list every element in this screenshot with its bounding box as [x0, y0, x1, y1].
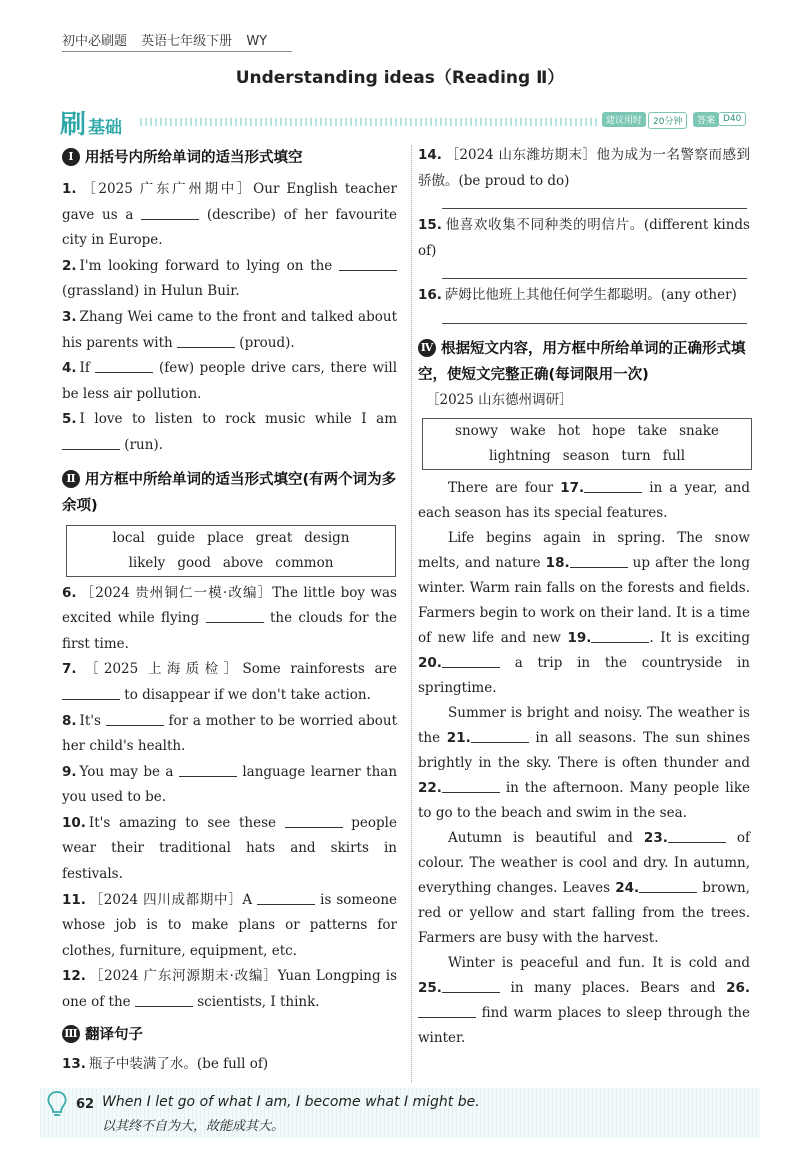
answer-blank[interactable] [62, 437, 120, 450]
book-header [62, 30, 277, 49]
question-11: 11. ［2024 四川成都期中］A is someone whose job is to make plans or patterns for clothes, furniture, equipment, etc. [62, 891, 398, 959]
question-13: 13. 瓶子中装满了水。(be full of) [62, 1055, 269, 1072]
passage-paragraph-2: Life begins again in spring. The snow melts, and nature 18. up after the long winter. Warm rain falls on the forests and fields. Farmers begin to work on their land. It is a time of new life and new 19. . It is exciting 20. a trip in the countryside in springtime. [418, 529, 751, 696]
section-1-title: 用括号内所给单词的适当形式填空 [85, 150, 303, 166]
answer-page: D40 [718, 112, 746, 126]
answer-blank[interactable] [442, 980, 500, 993]
section-2-title: 用方框中所给单词的适当形式填空(有两个词为多余项) [62, 471, 397, 514]
question-15: 15. 他喜欢收集不同种类的明信片。(different kinds of) [418, 217, 750, 259]
answer-blank[interactable] [339, 258, 397, 271]
answer-line-16[interactable] [442, 323, 747, 324]
motto-chinese: 以其终不自为大，故能成其大。 [102, 1119, 285, 1134]
answer-blank[interactable] [95, 360, 153, 373]
question-14: 14. ［2024 山东潍坊期末］他为成为一名警察而感到骄傲。(be proud to do) [418, 147, 750, 189]
brand-stripe [140, 118, 600, 126]
page-title: Understanding ideas（Reading Ⅱ） [235, 68, 565, 88]
answer-blank[interactable] [179, 764, 237, 777]
section-3-heading [62, 1022, 397, 1048]
question-6: 6. ［2024 贵州铜仁一模·改编］The little boy was excited while flying the clouds for the first time. [62, 584, 398, 652]
page-number: 62 [76, 1097, 95, 1112]
answer-blank[interactable] [442, 780, 500, 793]
answer-blank[interactable] [206, 610, 264, 623]
passage-paragraph-5: Winter is peaceful and fun. It is cold and 25. in many places. Bears and 26. find warm places to sleep through the winter. [418, 954, 750, 1046]
brand-logo [60, 104, 122, 141]
question-9: 9. You may be a language learner than you used to be. [62, 763, 398, 806]
brand-big: 刷 [60, 110, 87, 140]
answer-blank[interactable] [639, 880, 697, 893]
passage-paragraph-1: There are four 17. in a year, and each season has its special features. [418, 479, 751, 521]
answer-blank[interactable] [442, 655, 500, 668]
passage-paragraph-3: Summer is bright and noisy. The weather is the 21. in all seasons. The sun shines brightly in the sky. There is often thunder and 22. in the afternoon. Many people like to go to the beach and swim in the sea. [418, 704, 750, 821]
question-4: 4. If (few) people drive cars, there will be less air pollution. [62, 360, 398, 402]
section-badge: Ⅲ [62, 1025, 80, 1043]
motto-english: When I let go of what I am, I become what I might be. [102, 1094, 480, 1110]
section-2-heading [62, 467, 397, 519]
question-10: 10. It's amazing to see these people wear their traditional hats and skirts in festivals. [62, 814, 397, 883]
answer-line-14[interactable] [442, 208, 747, 209]
answer-blank[interactable] [471, 730, 529, 743]
answer-label: 答案 [693, 112, 719, 127]
left-column [62, 145, 397, 1096]
brand-small: 基础 [88, 118, 123, 138]
answer-blank[interactable] [135, 994, 193, 1007]
answer-blank[interactable] [257, 892, 315, 905]
passage-paragraph-4: Autumn is beautiful and 23. of colour. The weather is cool and dry. In autumn, everything changes. Leaves 24. brown, red or yellow and start falling from the trees. Farmers are busy with the harvest. [418, 829, 751, 946]
edition: WY [246, 34, 268, 49]
right-column [418, 143, 750, 1051]
time-label: 建议用时 [602, 112, 646, 127]
source-note: ［2025 山东德州调研］ [426, 391, 573, 408]
answer-blank[interactable] [106, 713, 164, 726]
time-value: 20分钟 [648, 112, 687, 129]
question-1: 1. ［2025 广东广州期中］Our English teacher gave us a (describe) of her favourite city in Europe. [62, 181, 398, 249]
answer-blank[interactable] [141, 207, 199, 220]
answer-blank[interactable] [591, 630, 649, 643]
answer-line-15[interactable] [442, 278, 747, 279]
question-12: 12. ［2024 广东河源期末·改编］Yuan Longping is one of the scientists, I think. [62, 968, 397, 1011]
question-5: 5. I love to listen to rock music while I am (run). [62, 411, 397, 453]
answer-blank[interactable] [177, 335, 235, 348]
answer-blank[interactable] [285, 815, 343, 828]
series-name: 初中必刷题 [62, 34, 128, 49]
question-2: 2. I'm looking forward to lying on the (grassland) in Hulun Buir. [62, 254, 397, 305]
section-3-title: 翻译句子 [85, 1026, 143, 1043]
question-3: 3. Zhang Wei came to the front and talked about his parents with (proud). [62, 308, 397, 351]
word-box-2: local guide place great design likely good above common [66, 525, 396, 577]
answer-blank[interactable] [584, 480, 642, 493]
section-badge: Ⅱ [62, 470, 80, 488]
word-box-4: snowy wake hot hope take snake lightning season turn full [422, 418, 752, 470]
question-7: 7. ［2025 上海质检］Some rainforests are to disappear if we don't take action. [62, 661, 397, 703]
answer-blank[interactable] [62, 687, 120, 700]
section-badge: Ⅰ [62, 148, 80, 166]
answer-blank[interactable] [418, 1005, 476, 1018]
section-1-heading [62, 145, 397, 171]
answer-blank[interactable] [668, 830, 726, 843]
answer-blank[interactable] [570, 555, 628, 568]
section-4-title: 根据短文内容，用方框中所给单词的正确形式填空，使短文完整正确(每词限用一次) [418, 340, 746, 383]
question-16: 16. 萨姆比他班上其他任何学生都聪明。(any other) [418, 287, 737, 304]
section-4-heading [418, 336, 750, 388]
column-divider [411, 145, 412, 1083]
subject-name: 英语七年级下册 [141, 34, 233, 49]
question-8: 8. It's for a mother to be worried about her child's health. [62, 712, 398, 755]
lightbulb-icon [44, 1090, 70, 1120]
section-badge: Ⅳ [418, 339, 436, 357]
header-divider [62, 51, 292, 52]
